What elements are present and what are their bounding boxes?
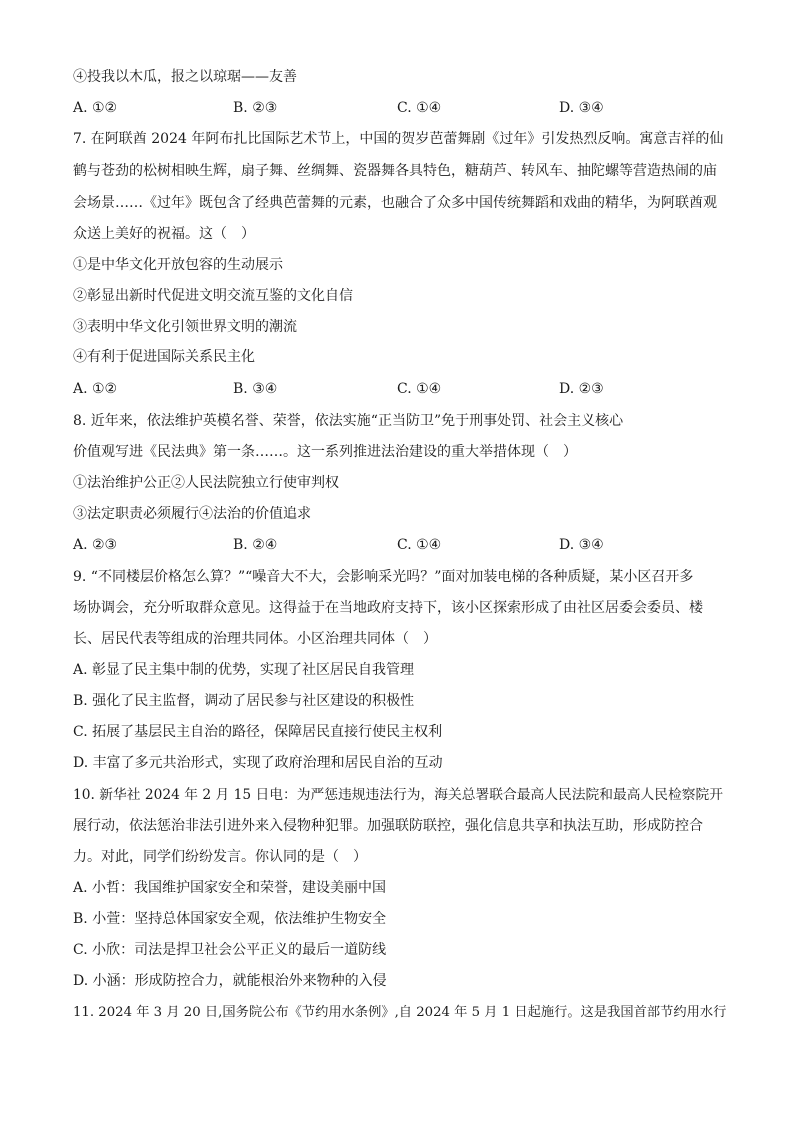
q8-items-b: ③法定职责必须履行④法治的价值追求 bbox=[73, 506, 311, 522]
q6-item-4: ④投我以木瓜，报之以琼琚——友善 bbox=[73, 69, 297, 85]
q6-option-c: C. ①④ bbox=[397, 100, 442, 116]
q8-options bbox=[73, 536, 734, 554]
q9-option-c: C. 拓展了基层民主自治的路径，保障居民直接行使民主权利 bbox=[73, 724, 443, 740]
q8-option-d: D. ③④ bbox=[559, 537, 604, 553]
q10-option-a: A. 小哲：我国维护国家安全和荣誉，建设美丽中国 bbox=[73, 880, 387, 896]
q7-stem-line-3: 会场景……《过年》既包含了经典芭蕾舞的元素，也融合了众多中国传统舞蹈和戏曲的精华，为阿联酋观 bbox=[73, 195, 717, 211]
q10-stem-line-2: 展行动，依法惩治非法引进外来入侵物种犯罪。加强联防联控，强化信息共享和执法互助，形成防控合 bbox=[73, 818, 703, 834]
q10-option-b: B. 小萱：坚持总体国家安全观，依法维护生物安全 bbox=[73, 911, 387, 927]
q7-option-d: D. ②③ bbox=[559, 381, 604, 397]
q9-option-b: B. 强化了民主监督，调动了居民参与社区建设的积极性 bbox=[73, 693, 415, 709]
q8-stem-line-1: 8. 近年来，依法维护英模名誉、荣誉，依法实施“正当防卫”免于刑事处罚、社会主义核心 bbox=[73, 413, 624, 429]
q7-option-c: C. ①④ bbox=[397, 381, 442, 397]
q8-stem-line-2: 价值观写进《民法典》第一条……。这一系列推进法治建设的重大举措体现（ ） bbox=[73, 444, 577, 460]
q6-option-a: A. ①② bbox=[73, 100, 118, 116]
q10-option-c: C. 小欣：司法是捍卫社会公平正义的最后一道防线 bbox=[73, 942, 387, 958]
q7-item-2: ②彰显出新时代促进文明交流互鉴的文化自信 bbox=[73, 288, 353, 304]
q7-stem-line-2: 鹤与苍劲的松树相映生辉，扇子舞、丝绸舞、瓷器舞各具特色，糖葫芦、转风车、抽陀螺等营造热闹的庙 bbox=[73, 163, 717, 179]
q7-options bbox=[73, 380, 734, 398]
q7-stem-line-1: 7. 在阿联酋 2024 年阿布扎比国际艺术节上，中国的贺岁芭蕾舞剧《过年》引发热烈反响。寓意吉祥的仙 bbox=[73, 131, 724, 147]
q7-item-4: ④有利于促进国际关系民主化 bbox=[73, 349, 255, 365]
q9-option-d: D. 丰富了多元共治形式，实现了政府治理和居民自治的互动 bbox=[73, 755, 443, 771]
q9-stem-line-3: 长、居民代表等组成的治理共同体。小区治理共同体（ ） bbox=[73, 631, 437, 647]
q11-stem-line-1: 11. 2024 年 3 月 20 日,国务院公布《节约用水条例》,自 2024 年 5 月 1 日起施行。这是我国首部节约用水行 bbox=[73, 1005, 727, 1020]
q8-option-c: C. ①④ bbox=[397, 537, 442, 553]
q8-items-a: ①法治维护公正②人民法院独立行使审判权 bbox=[73, 475, 339, 491]
q7-option-b: B. ③④ bbox=[233, 381, 278, 397]
q7-item-1: ①是中华文化开放包容的生动展示 bbox=[73, 257, 283, 273]
q6-option-b: B. ②③ bbox=[233, 100, 278, 116]
q7-option-a: A. ①② bbox=[73, 381, 118, 397]
q10-stem-line-3: 力。对此，同学们纷纷发言。你认同的是（ ） bbox=[73, 849, 367, 865]
q9-option-a: A. 彰显了民主集中制的优势，实现了社区居民自我管理 bbox=[73, 662, 415, 678]
q8-option-a: A. ②③ bbox=[73, 537, 118, 553]
q10-option-d: D. 小涵：形成防控合力，就能根治外来物种的入侵 bbox=[73, 973, 387, 989]
q8-option-b: B. ②④ bbox=[233, 537, 278, 553]
q9-stem-line-1: 9. “不同楼层价格怎么算？”“噪音大不大，会影响采光吗？”面对加装电梯的各种质疑，某小区召开多 bbox=[73, 569, 694, 585]
q7-stem-line-4: 众送上美好的祝福。这（ ） bbox=[73, 226, 255, 242]
q10-stem-line-1: 10. 新华社 2024 年 2 月 15 日电：为严惩违规违法行为，海关总署联合最高人民法院和最高人民检察院开 bbox=[73, 787, 723, 803]
q7-item-3: ③表明中华文化引领世界文明的潮流 bbox=[73, 319, 297, 335]
q9-stem-line-2: 场协调会，充分听取群众意见。这得益于在当地政府支持下，该小区探索形成了由社区居委会委员、楼 bbox=[73, 600, 703, 616]
q6-option-d: D. ③④ bbox=[559, 100, 604, 116]
q6-options bbox=[73, 99, 734, 117]
